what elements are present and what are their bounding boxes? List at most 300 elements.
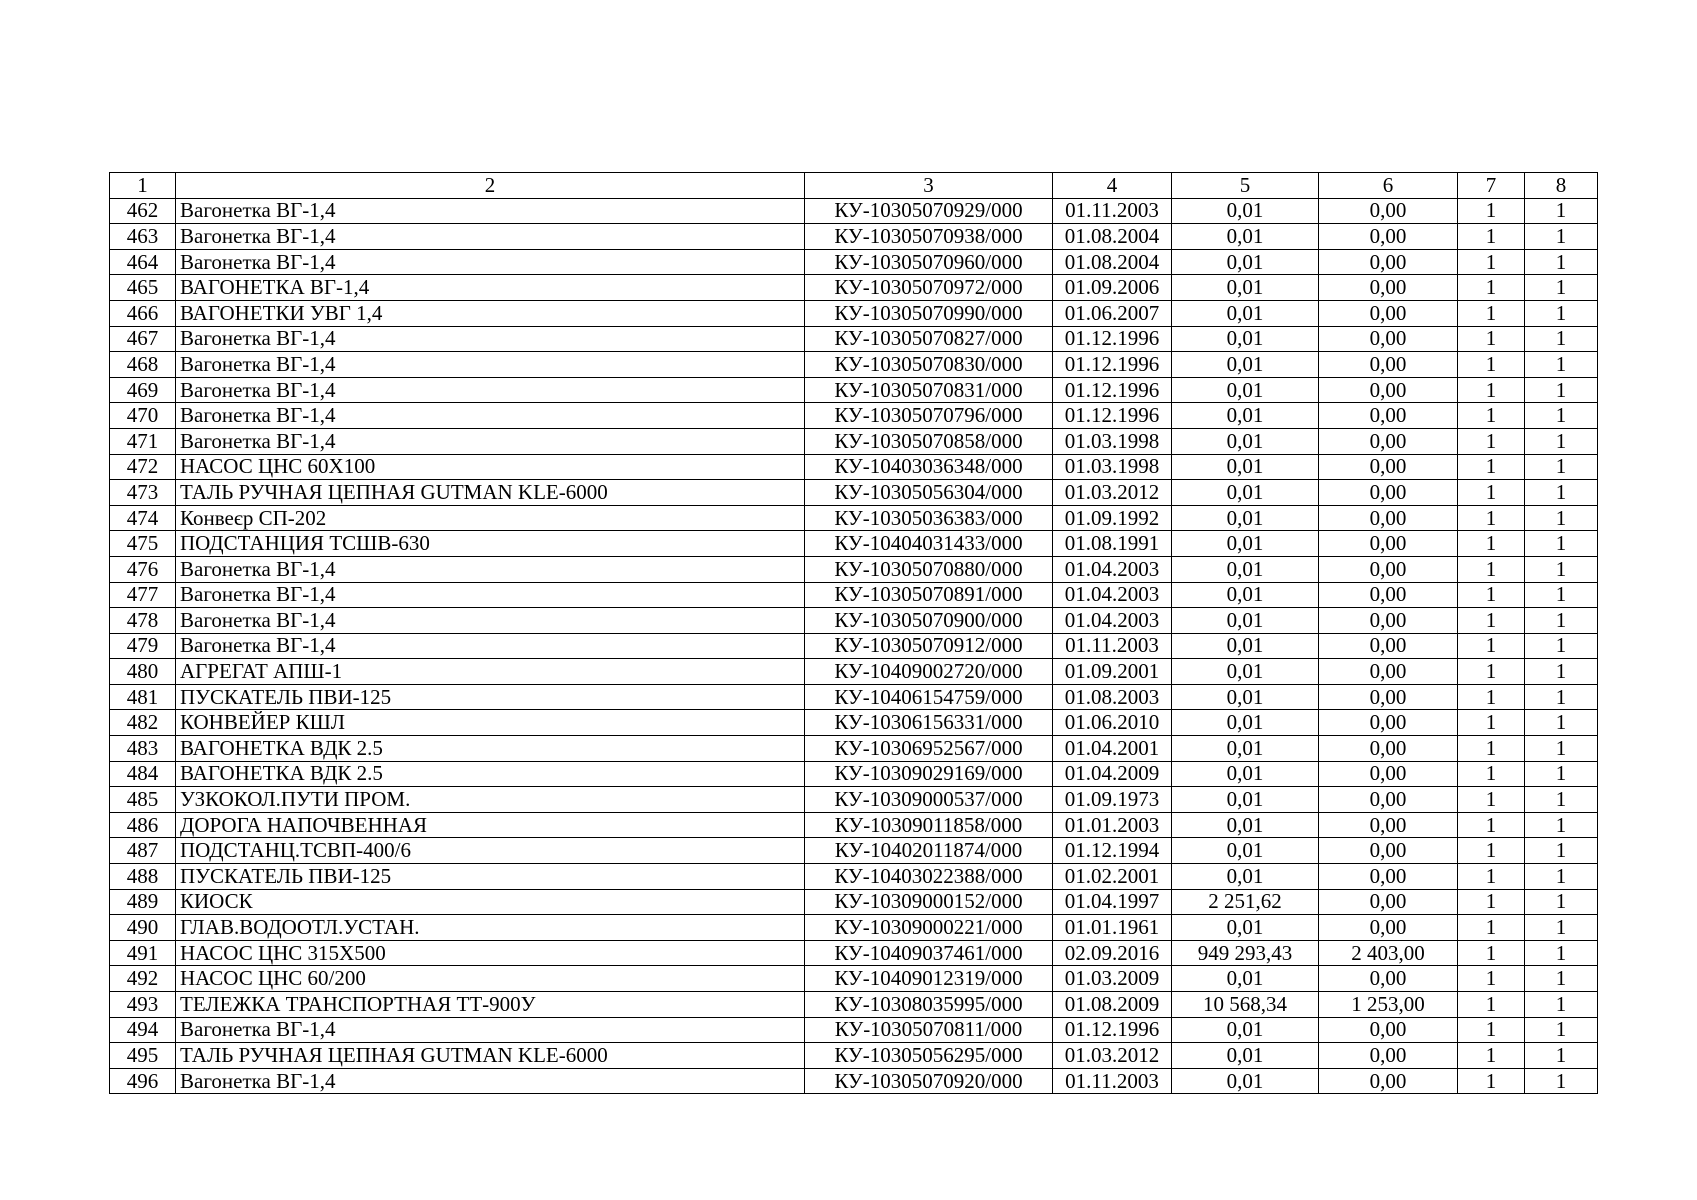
quantity-cell: 1	[1525, 915, 1598, 941]
item-name: ТАЛЬ РУЧНАЯ ЦЕПНАЯ GUTMAN KLE-6000	[176, 1043, 805, 1069]
item-name: Вагонетка ВГ-1,4	[176, 1017, 805, 1043]
table-row	[110, 787, 1598, 813]
quantity-cell: 1	[1458, 940, 1525, 966]
item-name: УЗКОКОЛ.ПУТИ ПРОМ.	[176, 787, 805, 813]
table-row	[110, 812, 1598, 838]
quantity-cell: 1	[1458, 710, 1525, 736]
quantity-cell: 1	[1458, 300, 1525, 326]
table-row	[110, 736, 1598, 762]
item-name: Вагонетка ВГ-1,4	[176, 556, 805, 582]
inventory-code: КУ-10306952567/000	[805, 736, 1053, 762]
item-name: Вагонетка ВГ-1,4	[176, 633, 805, 659]
row-number: 471	[110, 428, 176, 454]
inventory-code: КУ-10309011858/000	[805, 812, 1053, 838]
value-cell: 0,00	[1319, 915, 1458, 941]
table-row	[110, 1068, 1598, 1094]
quantity-cell: 1	[1525, 403, 1598, 429]
quantity-cell: 1	[1458, 224, 1525, 250]
value-cell: 2 403,00	[1319, 940, 1458, 966]
row-number: 481	[110, 684, 176, 710]
quantity-cell: 1	[1525, 633, 1598, 659]
table-row	[110, 480, 1598, 506]
value-cell: 0,00	[1319, 454, 1458, 480]
inventory-code: КУ-10305070960/000	[805, 249, 1053, 275]
quantity-cell: 1	[1525, 480, 1598, 506]
item-name: Вагонетка ВГ-1,4	[176, 224, 805, 250]
value-cell: 0,00	[1319, 531, 1458, 557]
column-header: 7	[1458, 173, 1525, 199]
column-header: 2	[176, 173, 805, 199]
value-cell: 0,00	[1319, 659, 1458, 685]
inventory-table	[109, 172, 1598, 1094]
value-cell: 0,00	[1319, 1068, 1458, 1094]
date-cell: 02.09.2016	[1053, 940, 1172, 966]
quantity-cell: 1	[1458, 556, 1525, 582]
table-row	[110, 659, 1598, 685]
item-name: ВАГОНЕТКИ УВГ 1,4	[176, 300, 805, 326]
quantity-cell: 1	[1458, 1017, 1525, 1043]
quantity-cell: 1	[1458, 582, 1525, 608]
row-number: 488	[110, 864, 176, 890]
row-number: 462	[110, 198, 176, 224]
item-name: ВАГОНЕТКА ВГ-1,4	[176, 275, 805, 301]
inventory-code: КУ-10309000537/000	[805, 787, 1053, 813]
quantity-cell: 1	[1525, 1017, 1598, 1043]
inventory-code: КУ-10305070972/000	[805, 275, 1053, 301]
item-name: ДОРОГА НАПОЧВЕННАЯ	[176, 812, 805, 838]
row-number: 478	[110, 608, 176, 634]
value-cell: 0,01	[1172, 838, 1319, 864]
date-cell: 01.04.1997	[1053, 889, 1172, 915]
value-cell: 0,01	[1172, 198, 1319, 224]
row-number: 489	[110, 889, 176, 915]
value-cell: 0,01	[1172, 787, 1319, 813]
value-cell: 0,00	[1319, 889, 1458, 915]
inventory-code: КУ-10308035995/000	[805, 992, 1053, 1018]
date-cell: 01.04.2001	[1053, 736, 1172, 762]
table-header	[110, 173, 1598, 199]
quantity-cell: 1	[1525, 812, 1598, 838]
inventory-code: КУ-10305070990/000	[805, 300, 1053, 326]
quantity-cell: 1	[1458, 505, 1525, 531]
value-cell: 10 568,34	[1172, 992, 1319, 1018]
date-cell: 01.03.2012	[1053, 480, 1172, 506]
quantity-cell: 1	[1458, 428, 1525, 454]
value-cell: 0,00	[1319, 684, 1458, 710]
value-cell: 0,01	[1172, 1017, 1319, 1043]
value-cell: 0,01	[1172, 377, 1319, 403]
value-cell: 0,01	[1172, 480, 1319, 506]
quantity-cell: 1	[1458, 275, 1525, 301]
quantity-cell: 1	[1525, 352, 1598, 378]
quantity-cell: 1	[1458, 1068, 1525, 1094]
quantity-cell: 1	[1458, 736, 1525, 762]
item-name: ПУСКАТЕЛЬ ПВИ-125	[176, 684, 805, 710]
quantity-cell: 1	[1525, 736, 1598, 762]
item-name: ТЕЛЕЖКА ТРАНСПОРТНАЯ ТТ-900У	[176, 992, 805, 1018]
value-cell: 0,00	[1319, 608, 1458, 634]
row-number: 468	[110, 352, 176, 378]
row-number: 485	[110, 787, 176, 813]
item-name: АГРЕГАТ АПШ-1	[176, 659, 805, 685]
row-number: 486	[110, 812, 176, 838]
value-cell: 0,00	[1319, 275, 1458, 301]
row-number: 466	[110, 300, 176, 326]
row-number: 465	[110, 275, 176, 301]
quantity-cell: 1	[1458, 1043, 1525, 1069]
item-name: НАСОС ЦНС 315Х500	[176, 940, 805, 966]
date-cell: 01.11.2003	[1053, 1068, 1172, 1094]
value-cell: 0,01	[1172, 812, 1319, 838]
date-cell: 01.09.2001	[1053, 659, 1172, 685]
inventory-code: КУ-10305056295/000	[805, 1043, 1053, 1069]
value-cell: 0,00	[1319, 249, 1458, 275]
value-cell: 0,01	[1172, 300, 1319, 326]
value-cell: 0,00	[1319, 403, 1458, 429]
inventory-code: КУ-10404031433/000	[805, 531, 1053, 557]
row-number: 469	[110, 377, 176, 403]
value-cell: 0,01	[1172, 659, 1319, 685]
value-cell: 0,01	[1172, 761, 1319, 787]
table-row	[110, 531, 1598, 557]
quantity-cell: 1	[1458, 326, 1525, 352]
inventory-code: КУ-10305070796/000	[805, 403, 1053, 429]
table-row	[110, 352, 1598, 378]
quantity-cell: 1	[1525, 710, 1598, 736]
inventory-code: КУ-10309000221/000	[805, 915, 1053, 941]
date-cell: 01.01.2003	[1053, 812, 1172, 838]
inventory-code: КУ-10305070891/000	[805, 582, 1053, 608]
item-name: Вагонетка ВГ-1,4	[176, 403, 805, 429]
inventory-code: КУ-10305070938/000	[805, 224, 1053, 250]
table-row	[110, 1017, 1598, 1043]
row-number: 483	[110, 736, 176, 762]
value-cell: 0,00	[1319, 224, 1458, 250]
table-row	[110, 940, 1598, 966]
inventory-code: КУ-10305070900/000	[805, 608, 1053, 634]
date-cell: 01.12.1996	[1053, 403, 1172, 429]
date-cell: 01.12.1996	[1053, 352, 1172, 378]
item-name: КОНВЕЙЕР КШЛ	[176, 710, 805, 736]
quantity-cell: 1	[1525, 838, 1598, 864]
row-number: 487	[110, 838, 176, 864]
item-name: ПОДСТАНЦ.ТСВП-400/6	[176, 838, 805, 864]
date-cell: 01.12.1996	[1053, 326, 1172, 352]
value-cell: 0,00	[1319, 1017, 1458, 1043]
value-cell: 0,01	[1172, 915, 1319, 941]
date-cell: 01.08.2004	[1053, 249, 1172, 275]
value-cell: 0,01	[1172, 582, 1319, 608]
value-cell: 0,00	[1319, 736, 1458, 762]
inventory-code: КУ-10305070830/000	[805, 352, 1053, 378]
quantity-cell: 1	[1525, 275, 1598, 301]
table-row	[110, 761, 1598, 787]
inventory-code: КУ-10403022388/000	[805, 864, 1053, 890]
quantity-cell: 1	[1458, 480, 1525, 506]
row-number: 492	[110, 966, 176, 992]
quantity-cell: 1	[1458, 889, 1525, 915]
row-number: 467	[110, 326, 176, 352]
value-cell: 0,01	[1172, 608, 1319, 634]
quantity-cell: 1	[1458, 684, 1525, 710]
table-row	[110, 454, 1598, 480]
quantity-cell: 1	[1525, 684, 1598, 710]
row-number: 490	[110, 915, 176, 941]
header-row	[110, 173, 1598, 199]
value-cell: 0,01	[1172, 736, 1319, 762]
quantity-cell: 1	[1458, 761, 1525, 787]
quantity-cell: 1	[1525, 1043, 1598, 1069]
inventory-code: КУ-10309029169/000	[805, 761, 1053, 787]
quantity-cell: 1	[1525, 864, 1598, 890]
table-row	[110, 428, 1598, 454]
value-cell: 0,00	[1319, 352, 1458, 378]
item-name: ПОДСТАНЦИЯ ТСШВ-630	[176, 531, 805, 557]
value-cell: 949 293,43	[1172, 940, 1319, 966]
value-cell: 0,00	[1319, 966, 1458, 992]
value-cell: 0,01	[1172, 556, 1319, 582]
date-cell: 01.03.2009	[1053, 966, 1172, 992]
value-cell: 0,01	[1172, 710, 1319, 736]
table-body	[110, 198, 1598, 1094]
row-number: 496	[110, 1068, 176, 1094]
value-cell: 0,00	[1319, 761, 1458, 787]
date-cell: 01.04.2003	[1053, 582, 1172, 608]
inventory-code: КУ-10305070827/000	[805, 326, 1053, 352]
value-cell: 0,01	[1172, 428, 1319, 454]
row-number: 493	[110, 992, 176, 1018]
item-name: НАСОС ЦНС 60/200	[176, 966, 805, 992]
column-header: 5	[1172, 173, 1319, 199]
value-cell: 0,01	[1172, 684, 1319, 710]
row-number: 480	[110, 659, 176, 685]
value-cell: 0,00	[1319, 198, 1458, 224]
value-cell: 0,00	[1319, 326, 1458, 352]
row-number: 473	[110, 480, 176, 506]
date-cell: 01.04.2009	[1053, 761, 1172, 787]
table-row	[110, 326, 1598, 352]
date-cell: 01.11.2003	[1053, 633, 1172, 659]
quantity-cell: 1	[1458, 198, 1525, 224]
date-cell: 01.11.2003	[1053, 198, 1172, 224]
inventory-code: КУ-10403036348/000	[805, 454, 1053, 480]
table-row	[110, 377, 1598, 403]
item-name: Вагонетка ВГ-1,4	[176, 582, 805, 608]
value-cell: 0,01	[1172, 326, 1319, 352]
quantity-cell: 1	[1525, 966, 1598, 992]
inventory-code: КУ-10409037461/000	[805, 940, 1053, 966]
row-number: 484	[110, 761, 176, 787]
row-number: 494	[110, 1017, 176, 1043]
table-row	[110, 224, 1598, 250]
value-cell: 0,01	[1172, 224, 1319, 250]
row-number: 476	[110, 556, 176, 582]
table-row	[110, 889, 1598, 915]
inventory-code: КУ-10306156331/000	[805, 710, 1053, 736]
item-name: Вагонетка ВГ-1,4	[176, 249, 805, 275]
quantity-cell: 1	[1525, 326, 1598, 352]
value-cell: 0,01	[1172, 531, 1319, 557]
inventory-code: КУ-10305036383/000	[805, 505, 1053, 531]
inventory-code: КУ-10305070880/000	[805, 556, 1053, 582]
value-cell: 0,01	[1172, 505, 1319, 531]
item-name: Вагонетка ВГ-1,4	[176, 352, 805, 378]
date-cell: 01.06.2007	[1053, 300, 1172, 326]
item-name: Вагонетка ВГ-1,4	[176, 1068, 805, 1094]
quantity-cell: 1	[1458, 812, 1525, 838]
row-number: 472	[110, 454, 176, 480]
value-cell: 0,00	[1319, 377, 1458, 403]
quantity-cell: 1	[1458, 992, 1525, 1018]
quantity-cell: 1	[1525, 608, 1598, 634]
table-row	[110, 582, 1598, 608]
quantity-cell: 1	[1525, 428, 1598, 454]
quantity-cell: 1	[1458, 633, 1525, 659]
table-row	[110, 249, 1598, 275]
item-name: ВАГОНЕТКА ВДК 2.5	[176, 736, 805, 762]
value-cell: 0,01	[1172, 275, 1319, 301]
inventory-code: КУ-10409002720/000	[805, 659, 1053, 685]
row-number: 464	[110, 249, 176, 275]
row-number: 482	[110, 710, 176, 736]
value-cell: 0,00	[1319, 787, 1458, 813]
value-cell: 0,00	[1319, 1043, 1458, 1069]
row-number: 470	[110, 403, 176, 429]
value-cell: 1 253,00	[1319, 992, 1458, 1018]
table-row	[110, 198, 1598, 224]
quantity-cell: 1	[1458, 249, 1525, 275]
inventory-code: КУ-10406154759/000	[805, 684, 1053, 710]
table-row	[110, 300, 1598, 326]
quantity-cell: 1	[1525, 249, 1598, 275]
row-number: 479	[110, 633, 176, 659]
value-cell: 0,01	[1172, 1043, 1319, 1069]
item-name: КИОСК	[176, 889, 805, 915]
quantity-cell: 1	[1525, 889, 1598, 915]
table-row	[110, 505, 1598, 531]
value-cell: 0,00	[1319, 300, 1458, 326]
row-number: 495	[110, 1043, 176, 1069]
inventory-code: КУ-10305056304/000	[805, 480, 1053, 506]
column-header: 1	[110, 173, 176, 199]
value-cell: 2 251,62	[1172, 889, 1319, 915]
row-number: 477	[110, 582, 176, 608]
value-cell: 0,01	[1172, 864, 1319, 890]
item-name: ПУСКАТЕЛЬ ПВИ-125	[176, 864, 805, 890]
quantity-cell: 1	[1458, 377, 1525, 403]
item-name: ВАГОНЕТКА ВДК 2.5	[176, 761, 805, 787]
value-cell: 0,00	[1319, 633, 1458, 659]
column-header: 6	[1319, 173, 1458, 199]
quantity-cell: 1	[1458, 352, 1525, 378]
item-name: Вагонетка ВГ-1,4	[176, 326, 805, 352]
value-cell: 0,01	[1172, 352, 1319, 378]
item-name: НАСОС ЦНС 60Х100	[176, 454, 805, 480]
date-cell: 01.12.1996	[1053, 377, 1172, 403]
quantity-cell: 1	[1525, 300, 1598, 326]
quantity-cell: 1	[1458, 608, 1525, 634]
date-cell: 01.04.2003	[1053, 556, 1172, 582]
row-number: 474	[110, 505, 176, 531]
quantity-cell: 1	[1458, 454, 1525, 480]
date-cell: 01.03.2012	[1053, 1043, 1172, 1069]
quantity-cell: 1	[1525, 787, 1598, 813]
table-row	[110, 608, 1598, 634]
value-cell: 0,01	[1172, 403, 1319, 429]
inventory-code: КУ-10305070912/000	[805, 633, 1053, 659]
inventory-code: КУ-10305070811/000	[805, 1017, 1053, 1043]
value-cell: 0,01	[1172, 1068, 1319, 1094]
value-cell: 0,00	[1319, 505, 1458, 531]
table-row	[110, 403, 1598, 429]
quantity-cell: 1	[1458, 966, 1525, 992]
date-cell: 01.04.2003	[1053, 608, 1172, 634]
date-cell: 01.01.1961	[1053, 915, 1172, 941]
inventory-code: КУ-10305070858/000	[805, 428, 1053, 454]
table-row	[110, 915, 1598, 941]
date-cell: 01.09.1973	[1053, 787, 1172, 813]
row-number: 491	[110, 940, 176, 966]
quantity-cell: 1	[1525, 1068, 1598, 1094]
quantity-cell: 1	[1458, 531, 1525, 557]
row-number: 463	[110, 224, 176, 250]
table-row	[110, 1043, 1598, 1069]
quantity-cell: 1	[1458, 403, 1525, 429]
quantity-cell: 1	[1525, 454, 1598, 480]
quantity-cell: 1	[1525, 659, 1598, 685]
date-cell: 01.08.2004	[1053, 224, 1172, 250]
value-cell: 0,00	[1319, 864, 1458, 890]
quantity-cell: 1	[1458, 659, 1525, 685]
quantity-cell: 1	[1525, 582, 1598, 608]
item-name: Вагонетка ВГ-1,4	[176, 377, 805, 403]
date-cell: 01.12.1994	[1053, 838, 1172, 864]
inventory-code: КУ-10309000152/000	[805, 889, 1053, 915]
quantity-cell: 1	[1458, 787, 1525, 813]
table-row	[110, 838, 1598, 864]
date-cell: 01.08.2009	[1053, 992, 1172, 1018]
quantity-cell: 1	[1525, 992, 1598, 1018]
value-cell: 0,01	[1172, 249, 1319, 275]
item-name: Вагонетка ВГ-1,4	[176, 198, 805, 224]
quantity-cell: 1	[1525, 531, 1598, 557]
table-row	[110, 966, 1598, 992]
item-name: Вагонетка ВГ-1,4	[176, 428, 805, 454]
inventory-code: КУ-10305070929/000	[805, 198, 1053, 224]
quantity-cell: 1	[1525, 377, 1598, 403]
inventory-code: КУ-10305070831/000	[805, 377, 1053, 403]
table-row	[110, 684, 1598, 710]
value-cell: 0,01	[1172, 454, 1319, 480]
value-cell: 0,00	[1319, 710, 1458, 736]
value-cell: 0,00	[1319, 582, 1458, 608]
column-header: 4	[1053, 173, 1172, 199]
value-cell: 0,00	[1319, 428, 1458, 454]
quantity-cell: 1	[1525, 224, 1598, 250]
column-header: 8	[1525, 173, 1598, 199]
table-row	[110, 275, 1598, 301]
date-cell: 01.03.1998	[1053, 454, 1172, 480]
value-cell: 0,00	[1319, 556, 1458, 582]
column-header: 3	[805, 173, 1053, 199]
value-cell: 0,00	[1319, 838, 1458, 864]
inventory-code: КУ-10402011874/000	[805, 838, 1053, 864]
date-cell: 01.12.1996	[1053, 1017, 1172, 1043]
item-name: Вагонетка ВГ-1,4	[176, 608, 805, 634]
quantity-cell: 1	[1525, 761, 1598, 787]
table-row	[110, 992, 1598, 1018]
quantity-cell: 1	[1525, 556, 1598, 582]
